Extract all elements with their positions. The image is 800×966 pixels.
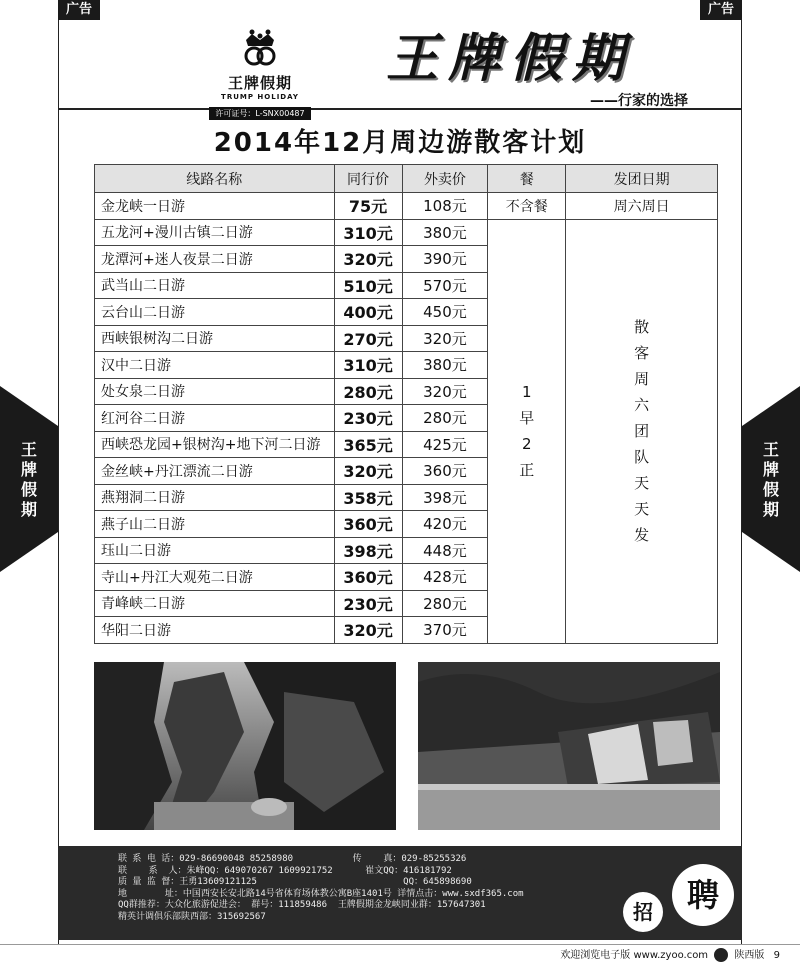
departure-char: 散 xyxy=(634,318,650,336)
retail-price: 280元 xyxy=(402,405,488,432)
header-route: 线路名称 xyxy=(95,165,335,193)
peer-price: 230元 xyxy=(334,590,402,617)
peer-price: 360元 xyxy=(334,564,402,591)
departure-char: 天 xyxy=(634,500,650,518)
route-name: 寺山+丹江大观苑二日游 xyxy=(95,564,335,591)
route-name: 红河谷二日游 xyxy=(95,405,335,432)
contact-line: 质 量 监 督：王勇13609121125 QQ：645898690 xyxy=(118,877,472,888)
retail-price: 108元 xyxy=(402,193,488,220)
logo xyxy=(170,24,350,120)
side-label-right xyxy=(742,386,800,572)
retail-price: 370元 xyxy=(402,617,488,644)
side-char: 期 xyxy=(762,500,779,519)
contact-line: QQ群推荐：大众化旅游促进会： 群号：111859486 王牌假期金龙峡同业群：157647301 xyxy=(118,900,486,911)
meal-char: 2 xyxy=(522,435,532,453)
retail-price: 320元 xyxy=(402,325,488,352)
departure-char: 六 xyxy=(634,396,650,414)
route-name: 燕翔洞二日游 xyxy=(95,484,335,511)
retail-price: 420元 xyxy=(402,511,488,538)
side-char: 王 xyxy=(762,440,779,459)
plan-title: 2014年12月周边游散客计划 xyxy=(213,128,587,158)
side-char: 假 xyxy=(762,480,779,499)
retail-price: 280元 xyxy=(402,590,488,617)
peer-price: 230元 xyxy=(334,405,402,432)
route-name: 汉中二日游 xyxy=(95,352,335,379)
footer-site: 欢迎浏览电子版 www.zyoo.com xyxy=(560,950,709,961)
departure-char: 周 xyxy=(634,370,650,388)
peer-price: 360元 xyxy=(334,511,402,538)
table-row xyxy=(95,193,718,220)
retail-price: 360元 xyxy=(402,458,488,485)
peer-price: 270元 xyxy=(334,325,402,352)
retail-price: 425元 xyxy=(402,431,488,458)
route-name: 处女泉二日游 xyxy=(95,378,335,405)
meal-merged-cell xyxy=(488,219,566,643)
header-departure: 发团日期 xyxy=(566,165,718,193)
footer-edition: 陕西版 xyxy=(734,950,765,961)
brand-title: 王牌假期 xyxy=(386,29,635,89)
route-name: 云台山二日游 xyxy=(95,299,335,326)
peer-price: 365元 xyxy=(334,431,402,458)
peer-price: 310元 xyxy=(334,219,402,246)
retail-price: 570元 xyxy=(402,272,488,299)
route-name: 五龙河+漫川古镇二日游 xyxy=(95,219,335,246)
logo-name-cn: 王牌假期 xyxy=(227,74,292,92)
route-name: 金丝峡+丹江漂流二日游 xyxy=(95,458,335,485)
route-name: 青峰峡二日游 xyxy=(95,590,335,617)
edition-badge-icon xyxy=(714,948,728,962)
logo-name-en: TRUMP HOLIDAY xyxy=(221,93,299,101)
peer-price: 398元 xyxy=(334,537,402,564)
retail-price: 380元 xyxy=(402,219,488,246)
table-row xyxy=(95,219,718,246)
retail-price: 448元 xyxy=(402,537,488,564)
retail-price: 398元 xyxy=(402,484,488,511)
contact-line: 精英计调俱乐部陕西部：315692567 xyxy=(118,911,266,922)
side-label-left xyxy=(0,386,58,572)
side-char: 王 xyxy=(20,440,37,459)
tour-table xyxy=(94,164,718,644)
route-name: 西峡恐龙园+银树沟+地下河二日游 xyxy=(95,431,335,458)
departure-merged-cell xyxy=(566,219,718,643)
meal-char: 早 xyxy=(519,409,535,427)
peer-price: 358元 xyxy=(334,484,402,511)
side-char: 牌 xyxy=(20,460,37,479)
contact-line: 联 系 人：朱峰QQ：649070267 1609921752 崔文QQ：416181792 xyxy=(118,865,452,876)
license-number: 许可证号：L-SNX00487 xyxy=(209,107,310,120)
side-char: 期 xyxy=(20,500,37,519)
recruit-small-badge: 招 xyxy=(623,892,663,932)
departure-char: 发 xyxy=(634,526,650,544)
peer-price: 280元 xyxy=(334,378,402,405)
peer-price: 320元 xyxy=(334,458,402,485)
recruit-big-badge: 聘 xyxy=(672,864,734,926)
peer-price: 400元 xyxy=(334,299,402,326)
side-char: 牌 xyxy=(762,460,779,479)
route-name: 燕子山二日游 xyxy=(95,511,335,538)
retail-price: 390元 xyxy=(402,246,488,273)
peer-price: 75元 xyxy=(334,193,402,220)
departure: 周六周日 xyxy=(566,193,718,220)
route-name: 西峡银树沟二日游 xyxy=(95,325,335,352)
route-name: 金龙峡一日游 xyxy=(95,193,335,220)
ad-tag-right: 广告 xyxy=(700,0,742,20)
departure-char: 队 xyxy=(634,448,650,466)
ad-tag-left: 广告 xyxy=(58,0,100,20)
contact-line: 地 址：中国西安长安北路14号省体育场体教公寓B座1401号 详情点击：www.sxdf365.com xyxy=(118,888,524,899)
retail-price: 380元 xyxy=(402,352,488,379)
header-retail-price: 外卖价 xyxy=(402,165,488,193)
waterfall-photo xyxy=(418,662,720,830)
departure-char: 客 xyxy=(634,344,650,362)
contact-line: 联 系 电 话：029-86690048 85258980 传 真：029-85255326 xyxy=(118,854,467,864)
meal: 不含餐 xyxy=(488,193,566,220)
retail-price: 320元 xyxy=(402,378,488,405)
route-name: 珏山二日游 xyxy=(95,537,335,564)
contact-panel xyxy=(58,846,742,940)
peer-price: 320元 xyxy=(334,246,402,273)
header-meal: 餐 xyxy=(488,165,566,193)
peer-price: 510元 xyxy=(334,272,402,299)
departure-char: 天 xyxy=(634,474,650,492)
route-name: 华阳二日游 xyxy=(95,617,335,644)
side-char: 假 xyxy=(20,480,37,499)
header-peer-price: 同行价 xyxy=(334,165,402,193)
meal-char: 1 xyxy=(522,383,532,401)
peer-price: 320元 xyxy=(334,617,402,644)
route-name: 武当山二日游 xyxy=(95,272,335,299)
meal-char: 正 xyxy=(519,461,535,479)
brand-slogan: ——行家的选择 xyxy=(590,93,688,109)
table-header-row xyxy=(95,165,718,193)
footer xyxy=(0,944,800,966)
route-name: 龙潭河+迷人夜景二日游 xyxy=(95,246,335,273)
page-number: 9 xyxy=(773,950,780,961)
peer-price: 310元 xyxy=(334,352,402,379)
retail-price: 450元 xyxy=(402,299,488,326)
contact-lines xyxy=(118,854,524,924)
header xyxy=(58,20,742,118)
gorge-photo xyxy=(94,662,396,830)
crown-icon xyxy=(238,24,282,68)
departure-char: 团 xyxy=(634,422,650,440)
retail-price: 428元 xyxy=(402,564,488,591)
